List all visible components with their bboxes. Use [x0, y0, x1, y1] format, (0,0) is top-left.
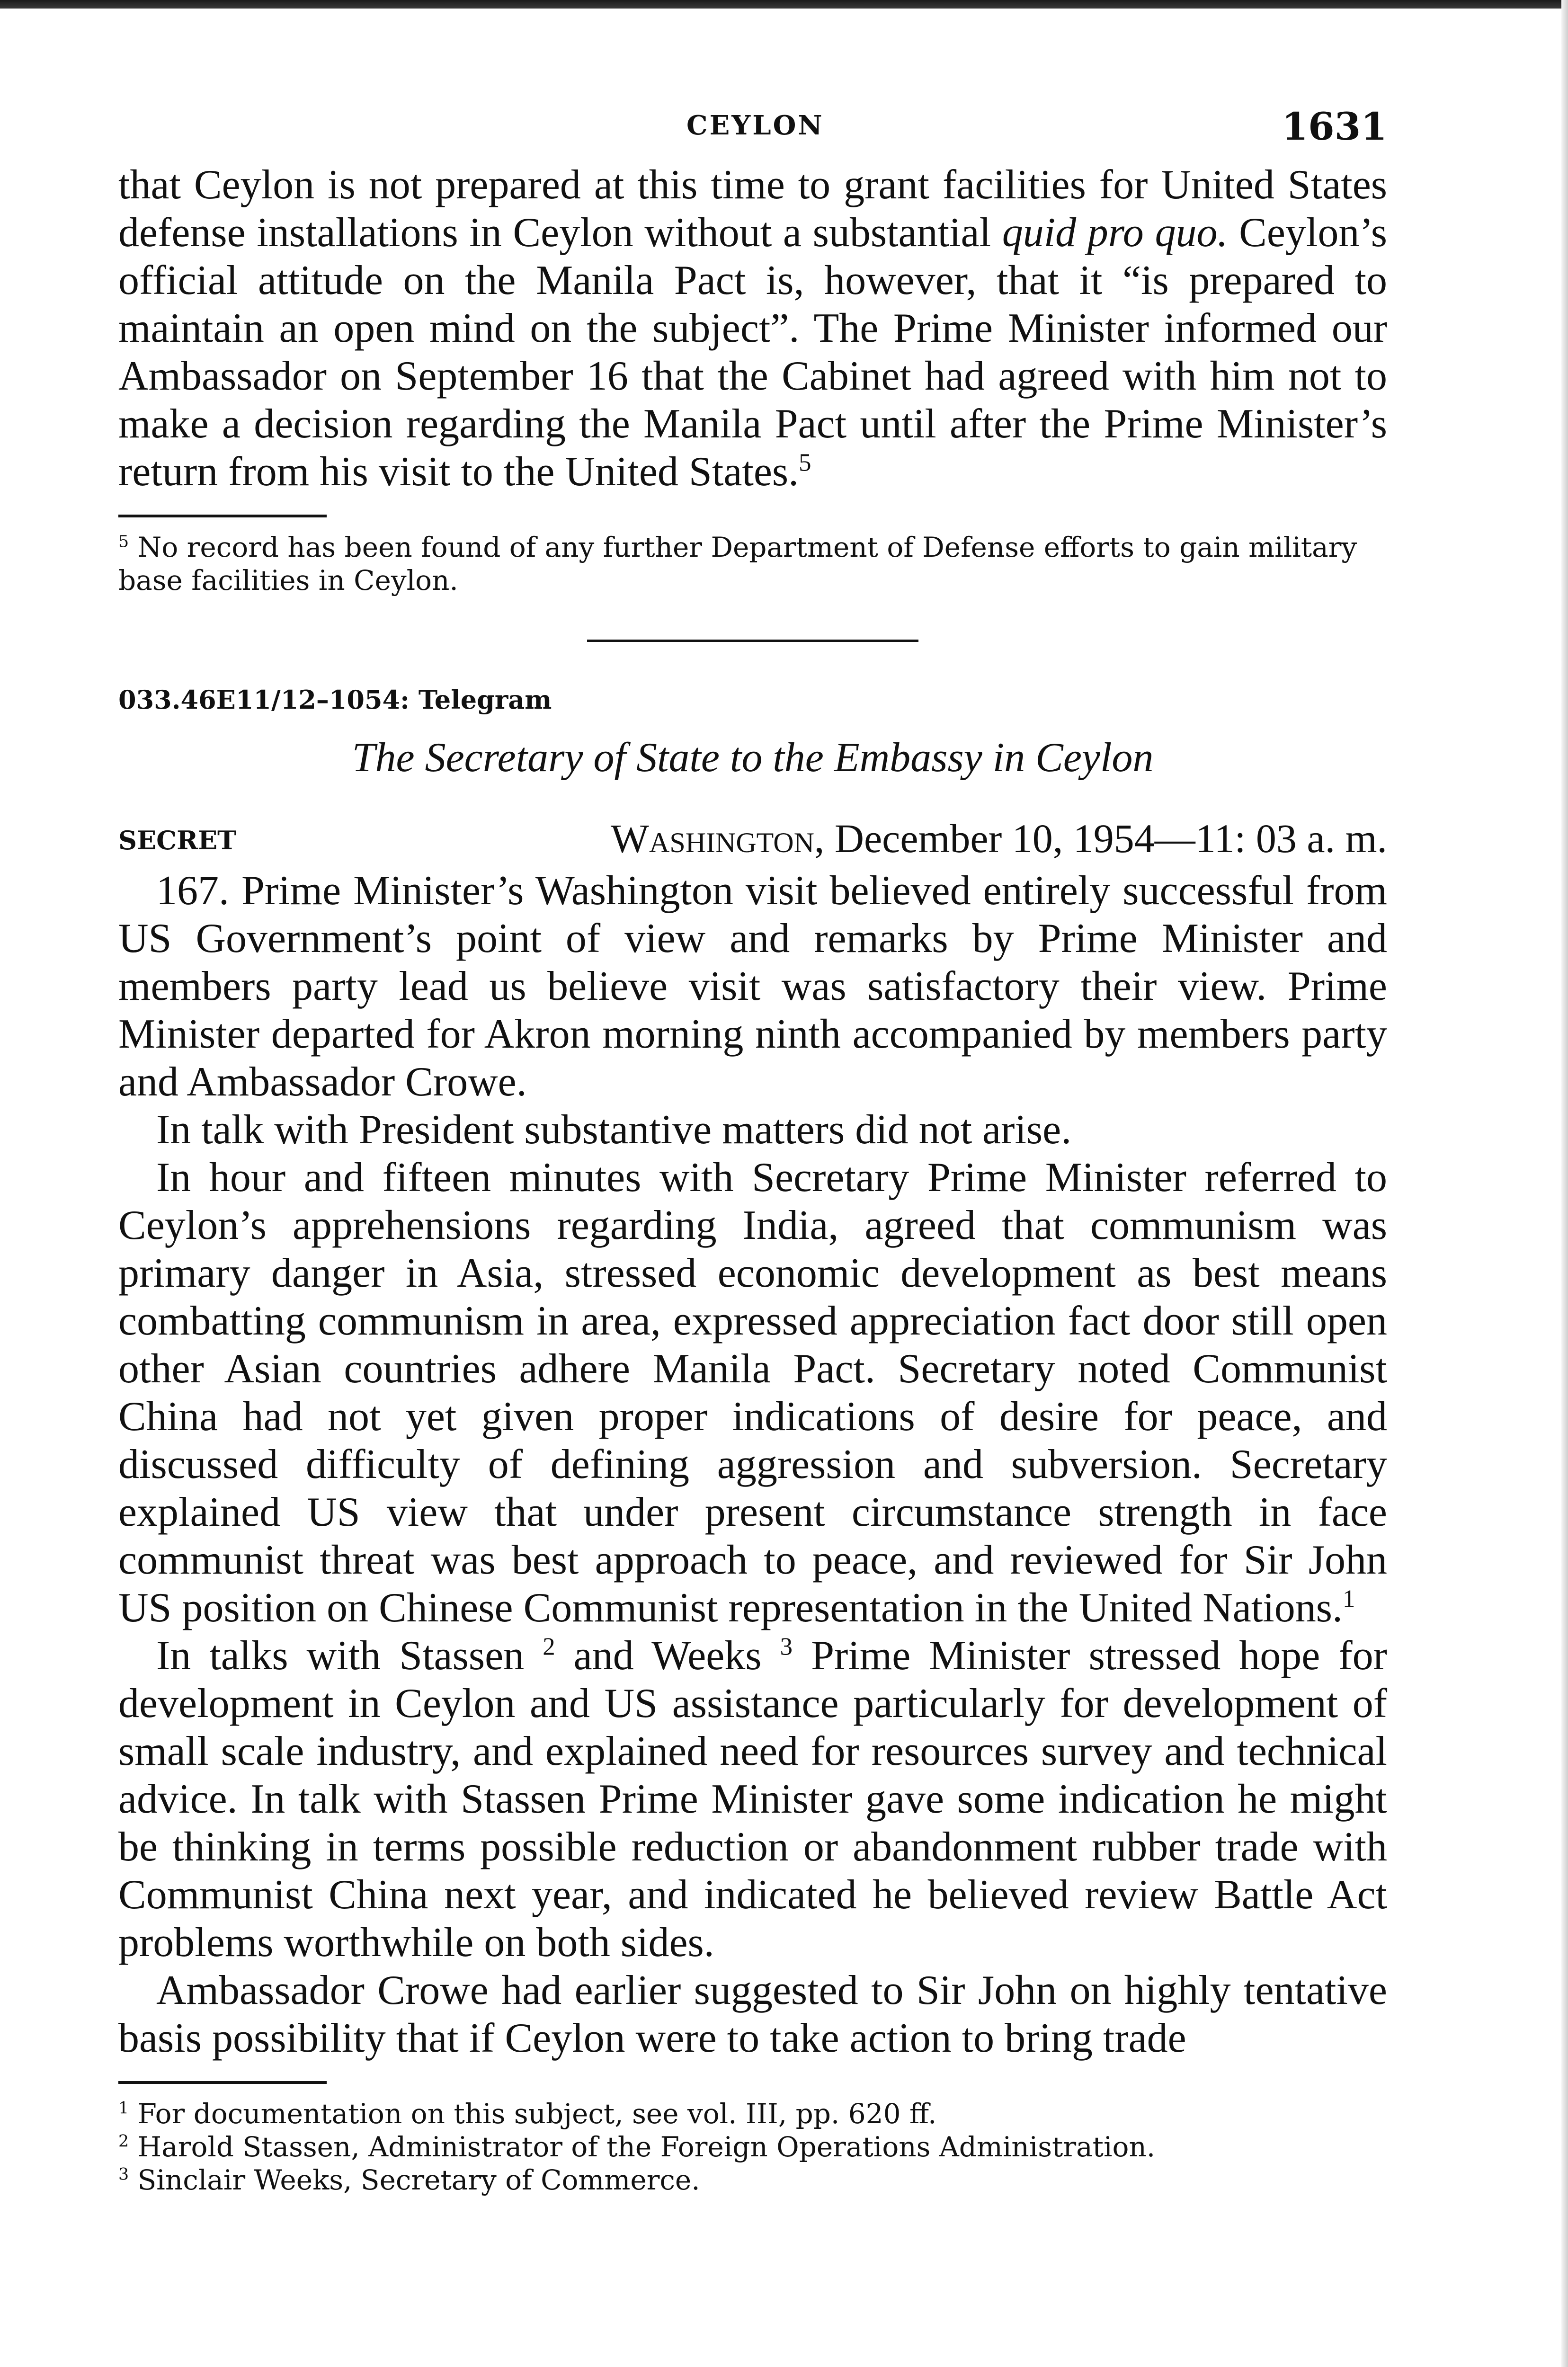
footnote-ref-3: 3	[780, 1633, 793, 1661]
footnote-3	[118, 2163, 1387, 2197]
page	[118, 95, 1387, 2197]
footnote-ref-2: 2	[543, 1633, 555, 1661]
section-divider	[587, 640, 918, 642]
dateline-date: December 10, 1954—11: 03 a. m.	[834, 816, 1387, 861]
footnote-ref-1: 1	[1343, 1585, 1355, 1613]
telegram-paragraph: Ambassador Crowe had earlier suggested to Sir John on highly tentative basis possibility that if Ceylon were to take action to bring trade	[118, 1967, 1387, 2061]
classification-marking: SECRET	[118, 825, 237, 855]
dateline-row	[118, 815, 1387, 867]
scan-edge-right	[1561, 0, 1568, 2367]
footnote-2	[118, 2130, 1387, 2163]
footnote-1	[118, 2097, 1387, 2130]
footnote-text: Sinclair Weeks, Secretary of Commerce.	[137, 2164, 700, 2196]
dateline	[611, 815, 1387, 862]
footnote-5	[118, 531, 1387, 597]
page-number: 1631	[1282, 104, 1387, 149]
footnote-rule	[118, 2081, 327, 2084]
latin-phrase: quid pro quo.	[1002, 210, 1228, 256]
paragraph-text: In talks with Stassen	[156, 1633, 543, 1679]
footnote-text: No record has been found of any further Department of Defense efforts to gain military base facilities in Ceylon.	[118, 531, 1357, 596]
telegram-paragraph	[118, 1154, 1387, 1632]
continuation-text-2: Ceylon’s official attitude on the Manila Pact is, however, that it “is prepared to maintain an open mind on the subject”. The Prime Minister informed our Ambassador on September 16 that the Cabinet had agreed with him not to make a decision regarding the Manila Pact until after the Prime Minister’s return from his visit to the United States.	[118, 210, 1388, 495]
file-reference: 033.46E11/12–1054: Telegram	[118, 685, 552, 715]
footnote-number: 2	[118, 2132, 129, 2151]
telegram-paragraph: 167. Prime Minister’s Washington visit believed entirely successful from US Government’s point of view and remarks by Prime Minister and members party lead us believe visit was satisfactory their view. Prime Minister departed for Akron morning ninth accompanied by members party and Ambassador Crowe.	[118, 868, 1387, 1105]
footnote-text: For documentation on this subject, see vol. III, pp. 620 ff.	[137, 2098, 937, 2130]
telegram-paragraph: In talk with President substantive matters did not arise.	[156, 1107, 1072, 1153]
footnote-text: Harold Stassen, Administrator of the Foreign Operations Administration.	[137, 2131, 1156, 2163]
paragraph-text: Prime Minister stressed hope for development in Ceylon and US assistance particularly for development of small scale industry, and explained need for resources survey and technical advice. In talk with Stassen Prime Minister gave some indication he might be thinking in terms possible reduction or abandonment rubber trade with Communist China next year, and indicated he believed review Battle Act problems worthwhile on both sides.	[118, 1633, 1387, 1966]
continuation-text: that Ceylon is not prepared at this time to grant facilities for United States defense installations in Ceylon without a substantial	[118, 162, 1387, 256]
telegram-paragraph	[118, 1632, 1387, 1967]
page-header	[118, 95, 1387, 161]
continuation-paragraph	[118, 161, 1387, 496]
paragraph-text: In hour and fifteen minutes with Secretary Prime Minister referred to Ceylon’s apprehensions regarding India, agreed that communism was primary danger in Asia, stressed economic development as best means combatting communism in area, expressed appreciation fact door still open other Asian countries adhere Manila Pact. Secretary noted Communist China had not yet given proper indications of desire for peace, and discussed difficulty of defining aggression and subversion. Secretary explained US view that under present circumstance strength in face communist threat was best approach to peace, and reviewed for Sir John US position on Chinese Communist representation in the United Nations.	[118, 1155, 1387, 1631]
document-title: The Secretary of State to the Embassy in Ceylon	[352, 735, 1154, 781]
footnote-ref-5: 5	[799, 449, 811, 477]
footnote-number: 1	[118, 2099, 129, 2118]
footnote-number: 3	[118, 2165, 129, 2184]
footnote-number: 5	[118, 532, 129, 552]
paragraph-text: and Weeks	[555, 1633, 780, 1679]
footnote-rule	[118, 515, 327, 517]
running-head: CEYLON	[686, 110, 824, 141]
scan-edge-top	[0, 0, 1568, 9]
dateline-place: Washington,	[610, 816, 825, 861]
